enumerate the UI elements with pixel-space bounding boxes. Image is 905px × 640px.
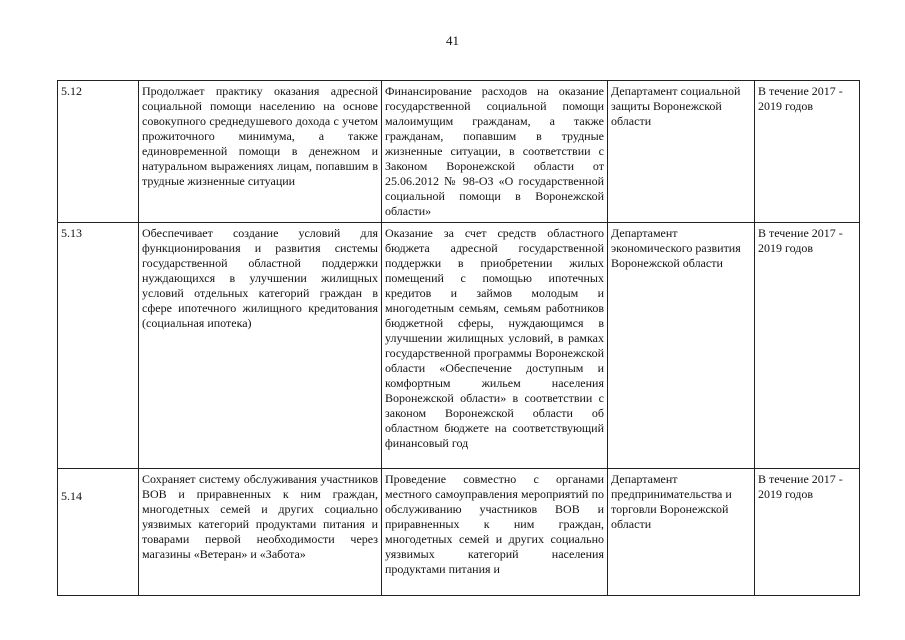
department-cell: Департамент социальной защиты Воронежской области [608,81,755,223]
measures-cell: Проведение совместно с органами местного самоуправления мероприятий по обслуживанию участников ВОВ и приравненных к ним граждан, многодетных семей и других социально уязвимых категорий населения продуктами питания и [382,469,608,596]
term-cell: В течение 2017 - 2019 годов [755,223,860,469]
action-cell: Обеспечивает создание условий для функционирования и развития системы государственной областной поддержки нуждающихся в улучшении жилищных условий отдельных категорий граждан в сфере ипотечного жилищного кредитования (социальная ипотека) [139,223,382,469]
table-row [58,469,860,596]
page-number: 41 [446,33,459,48]
measures-table [57,80,860,596]
measures-cell: Финансирование расходов на оказание государственной социальной помощи малоимущим гражданам, а также гражданам, попавшим в трудные жизненные ситуации, в соответствии с Законом Воронежской области от 25.06.2012 № 98-ОЗ «О государственной социальной помощи в Воронежской области» [382,81,608,223]
department-cell: Департамент предпринимательства и торговли Воронежской области [608,469,755,596]
term-cell: В течение 2017 - 2019 годов [755,81,860,223]
item-number: 5.12 [58,81,139,223]
table-row [58,81,860,223]
item-number: 5.14 [58,469,139,596]
department-cell: Департамент экономического развития Воронежской области [608,223,755,469]
action-cell: Сохраняет систему обслуживания участников ВОВ и приравненных к ним граждан, многодетных семей и других социально уязвимых категорий продуктами питания и товарами первой необходимости через магазины «Ветеран» и «Забота» [139,469,382,596]
measures-cell: Оказание за счет средств областного бюджета адресной государственной поддержки в приобретении жилых помещений с помощью ипотечных кредитов и займов молодым и многодетным семьям, семьям работников бюджетной сферы, нуждающимся в улучшении жилищных условий, в рамках государственной программы Воронежской области «Обеспечение доступным и комфортным жильем населения Воронежской области» в соответствии с законом Воронежской области об областном бюджете на соответствующий финансовый год [382,223,608,469]
table-row [58,223,860,469]
item-number: 5.13 [58,223,139,469]
action-cell: Продолжает практику оказания адресной социальной помощи населению на основе совокупного среднедушевого дохода с учетом прожиточного минимума, а также единовременной помощи в денежном и натуральном выражениях лицам, попавшим в трудные жизненные ситуации [139,81,382,223]
term-cell: В течение 2017 - 2019 годов [755,469,860,596]
